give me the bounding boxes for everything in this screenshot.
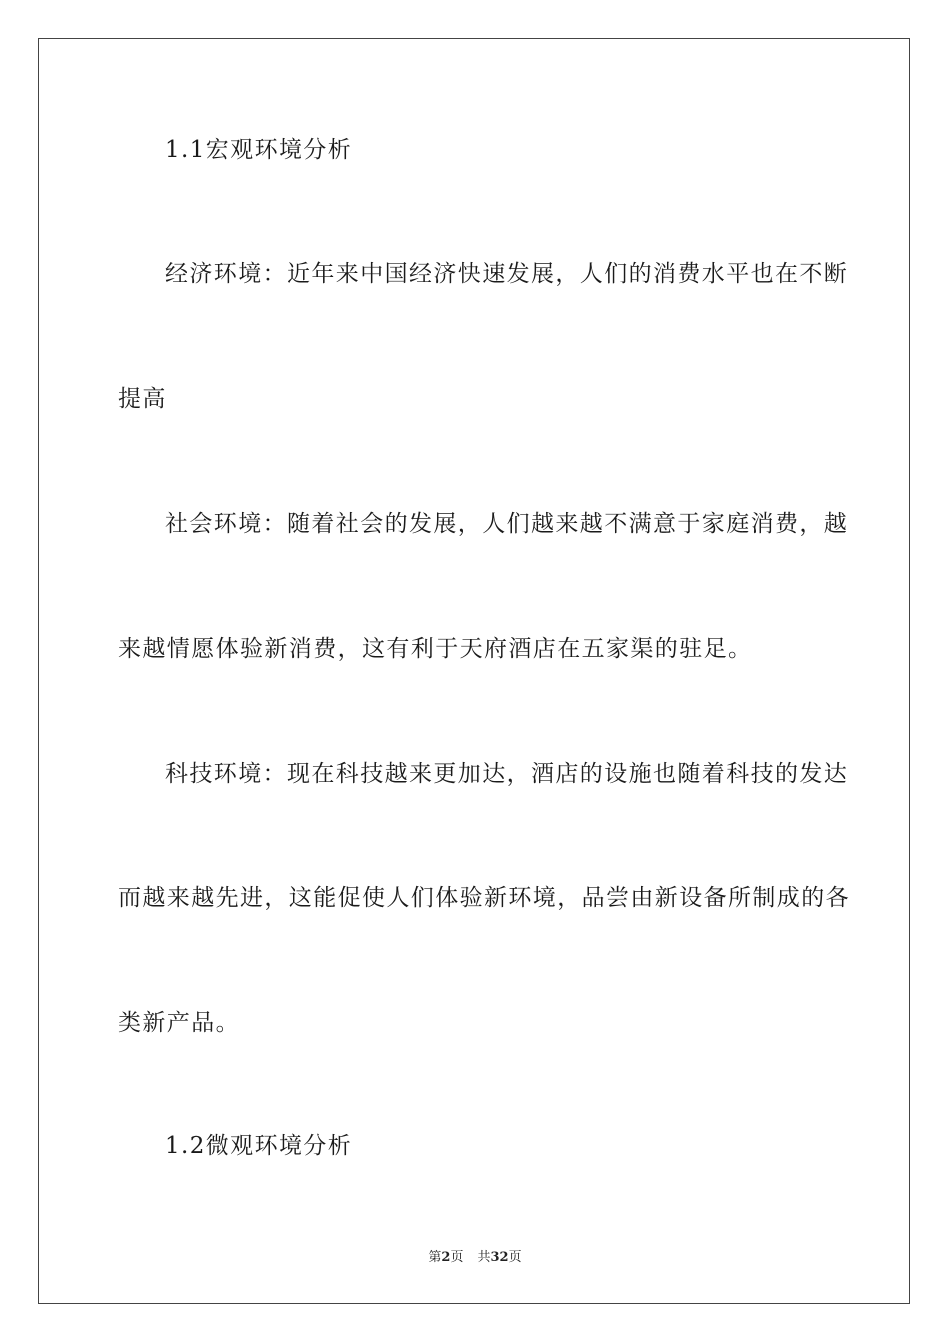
footer-total-suffix: 页 [508,1250,522,1265]
page-border [38,38,910,1304]
footer-page-suffix: 页 [450,1250,464,1265]
section-heading-1-2: 1.2微观环境分析 [165,1133,353,1159]
tech-paragraph-line-2: 而越来越先进，这能促使人们体验新环境，品尝由新设备所制成的各 [118,885,850,911]
society-paragraph-line-1: 社会环境：随着社会的发展，人们越来越不满意于家庭消费，越 [165,511,849,537]
page-footer [0,1246,950,1265]
tech-paragraph-line-1: 科技环境：现在科技越来更加达，酒店的设施也随着科技的发达 [165,761,849,787]
society-paragraph-line-2: 来越情愿体验新消费，这有利于天府酒店在五家渠的驻足。 [118,636,753,662]
section-heading-1-1: 1.1宏观环境分析 [165,137,353,163]
footer-total-prefix: 共 [477,1250,491,1265]
tech-paragraph-line-3: 类新产品。 [118,1010,240,1036]
economy-paragraph-line-2: 提高 [118,386,167,412]
economy-paragraph-line-1: 经济环境：近年来中国经济快速发展，人们的消费水平也在不断 [165,261,849,287]
footer-prefix: 第 [428,1250,442,1265]
current-page-number: 2 [441,1250,451,1265]
total-page-count: 32 [490,1250,509,1265]
